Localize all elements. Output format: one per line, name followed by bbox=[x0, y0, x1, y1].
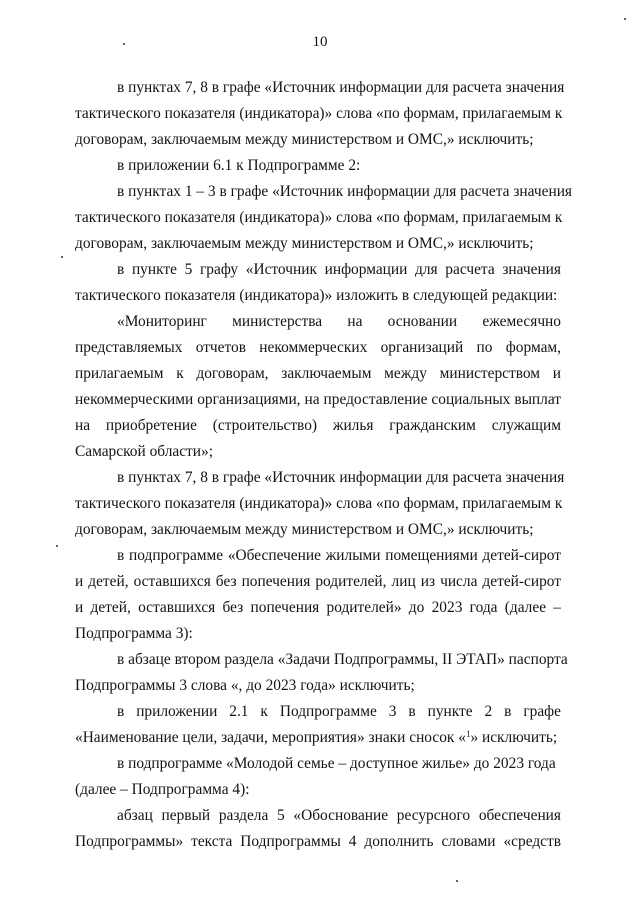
text-line: тактического показателя (индикатора)» изложить в следующей редакции: bbox=[75, 287, 558, 304]
text-line: и детей, оставшихся без попечения родителей, лиц из числа детей-сирот bbox=[75, 573, 561, 590]
scan-speck bbox=[123, 43, 125, 45]
text-line: в приложении 6.1 к Подпрограмме 2: bbox=[117, 157, 361, 174]
text-line: (далее – Подпрограмма 4): bbox=[75, 781, 250, 798]
text-segment: » исключить; bbox=[470, 729, 558, 746]
text-segment: «Наименование цели, задачи, мероприятия» знаки сносок « bbox=[75, 729, 466, 746]
text-line: Подпрограммы 3 слова «, до 2023 года» исключить; bbox=[75, 677, 415, 694]
page-number: 10 bbox=[312, 34, 328, 50]
text-line: на приобретение (строительство) жилья гражданским служащим bbox=[75, 417, 561, 434]
text-line: прилагаемым к договорам, заключаемым между министерством и bbox=[75, 365, 561, 382]
text-line: в пунктах 7, 8 в графе «Источник информации для расчета значения bbox=[117, 469, 565, 486]
text-line bbox=[75, 728, 561, 748]
text-line: в пунктах 1 – 3 в графе «Источник информации для расчета значения bbox=[117, 183, 573, 200]
scan-speck bbox=[624, 18, 626, 20]
scan-speck bbox=[56, 545, 58, 547]
text-line: договорам, заключаемым между министерством и ОМС,» исключить; bbox=[75, 235, 534, 252]
text-line: абзац первый раздела 5 «Обоснование ресурсного обеспечения bbox=[117, 807, 561, 824]
text-line: некоммерческими организациями, на предоставление социальных выплат bbox=[75, 391, 561, 408]
text-line: в пункте 5 графу «Источник информации для расчета значения bbox=[117, 261, 561, 278]
text-line: тактического показателя (индикатора)» слова «по формам, прилагаемым к bbox=[75, 495, 563, 512]
text-line: договорам, заключаемым между министерством и ОМС,» исключить; bbox=[75, 131, 534, 148]
text-line: и детей, оставшихся без попечения родителей» до 2023 года (далее – bbox=[75, 599, 561, 616]
text-line: в приложении 2.1 к Подпрограмме 3 в пункте 2 в графе bbox=[117, 703, 561, 720]
text-line: «Мониторинг министерства на основании ежемесячно bbox=[117, 313, 561, 330]
text-line: Подпрограммы» текста Подпрограммы 4 дополнить словами «средств bbox=[75, 833, 561, 850]
text-line: в подпрограмме «Обеспечение жилыми помещениями детей-сирот bbox=[117, 547, 561, 564]
footnote-mark: 1 bbox=[465, 729, 471, 739]
text-line: в подпрограмме «Молодой семье – доступное жилье» до 2023 года bbox=[117, 755, 556, 772]
text-line: тактического показателя (индикатора)» слова «по формам, прилагаемым к bbox=[75, 209, 563, 226]
text-line: Подпрограмма 3): bbox=[75, 625, 193, 642]
text-line: тактического показателя (индикатора)» слова «по формам, прилагаемым к bbox=[75, 105, 563, 122]
text-line: договорам, заключаемым между министерством и ОМС,» исключить; bbox=[75, 521, 534, 538]
text-line: в абзаце втором раздела «Задачи Подпрограммы, II ЭТАП» паспорта bbox=[117, 651, 568, 668]
text-line: в пунктах 7, 8 в графе «Источник информации для расчета значения bbox=[117, 79, 565, 96]
text-line: представляемых отчетов некоммерческих организаций по формам, bbox=[75, 339, 561, 356]
scan-speck bbox=[61, 256, 63, 258]
text-line: Самарской области»; bbox=[75, 443, 213, 460]
scan-speck bbox=[456, 880, 458, 882]
